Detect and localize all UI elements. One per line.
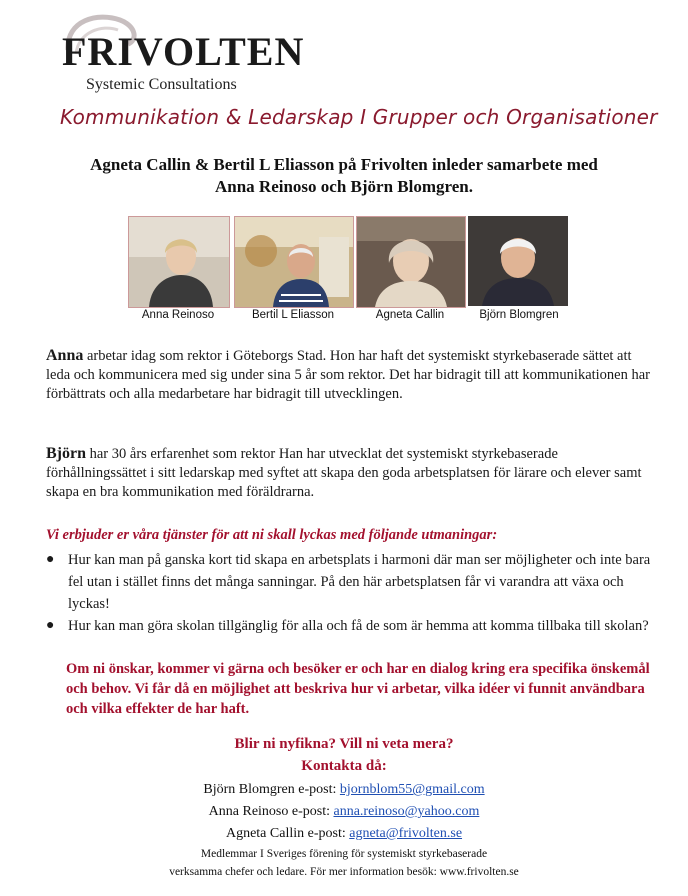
frivolten-logo	[58, 10, 305, 93]
logo-subtitle: Systemic Consultations	[86, 76, 237, 93]
footer-line-2: verksamma chefer och ledare. För mer information besök: www.frivolten.se	[169, 866, 519, 878]
caption-agneta-callin: Agneta Callin	[375, 309, 445, 321]
footer-line-1: Medlemmar I Sveriges förening för systemiskt styrkebaserade	[200, 848, 488, 860]
invite-text: Om ni önskar, kommer vi gärna och besöker er och har en dialog kring era specifika önskemål och behov. Vi får då en möjlighet att beskriva hur vi arbetar, vilka idéer vi funnit användbara och vilka effekter de har haft.	[66, 661, 650, 717]
photo-bjorn-blomgren	[468, 216, 568, 306]
logo-name: FRIVOLTEN	[62, 29, 305, 74]
anna-text: arbetar idag som rektor i Göteborgs Stad. Hon har haft det systemiskt styrkebaserade sättet att leda och kommunicera med sig under sina 5 år som rektor. Det har bidragit till att kommunikationen har förbättrats och alla medarbetare har bidragit till utvecklingen.	[46, 348, 651, 402]
bullet-dot-icon: ●	[46, 552, 55, 567]
photo-bertil-l-eliasson	[234, 216, 354, 308]
anna-name: Anna	[46, 347, 84, 364]
headline	[30, 154, 658, 198]
email-link-agneta[interactable]: agneta@frivolten.se	[349, 826, 463, 841]
cta-line-2: Kontakta då:	[301, 758, 387, 774]
contact-agneta	[0, 826, 688, 842]
bullet-text-2: Hur kan man göra skolan tillgänglig för alla och få de som är hemma att komma tillbaka till skolan?	[68, 618, 649, 634]
photo-row	[128, 216, 568, 326]
bjorn-name: Björn	[46, 445, 86, 462]
contact-label: Björn Blomgren e-post:	[203, 782, 340, 797]
contact-anna	[0, 804, 688, 820]
contact-bjorn	[0, 782, 688, 798]
email-link-bjorn[interactable]: bjornblom55@gmail.com	[339, 782, 485, 797]
bjorn-paragraph	[46, 444, 656, 502]
contact-label: Agneta Callin e-post:	[225, 826, 350, 841]
headline-line-2: Anna Reinoso och Björn Blomgren.	[214, 177, 473, 196]
anna-paragraph	[46, 346, 656, 404]
tagline: Kommunikation & Ledarskap I Grupper och Organisationer	[60, 105, 658, 129]
photo-agneta-callin	[356, 216, 466, 308]
caption-bjorn-blomgren: Björn Blomgren	[479, 309, 559, 321]
photo-anna-reinoso	[128, 216, 230, 308]
caption-anna-reinoso: Anna Reinoso	[141, 309, 215, 321]
headline-line-1: Agneta Callin & Bertil L Eliasson på Frivolten inleder samarbete med	[90, 155, 598, 174]
contact-label: Anna Reinoso e-post:	[208, 804, 334, 819]
bullet-text-1: Hur kan man på ganska kort tid skapa en arbetsplats i harmoni där man ser möjligheter och inte bara fel utan i stället finns det många sanningar. På den här arbetsplatsen får vi varandra att växa och lyckas!	[68, 552, 651, 612]
email-link-anna[interactable]: anna.reinoso@yahoo.com	[333, 804, 480, 819]
offer-title: Vi erbjuder er våra tjänster för att ni skall lyckas med följande utmaningar:	[46, 527, 498, 543]
bjorn-text: har 30 års erfarenhet som rektor Han har utvecklat det systemiskt styrkebaserade förhållningssättet i sitt ledarskap med syftet att skapa den goda arbetsplatsen för lärare och elever samt skapa en bra kommunikation med föräldrarna.	[46, 446, 642, 500]
bullet-dot-icon: ●	[46, 618, 55, 633]
cta-line-1: Blir ni nyfikna? Vill ni veta mera?	[234, 736, 454, 752]
caption-bertil-l-eliasson: Bertil L Eliasson	[251, 309, 335, 321]
